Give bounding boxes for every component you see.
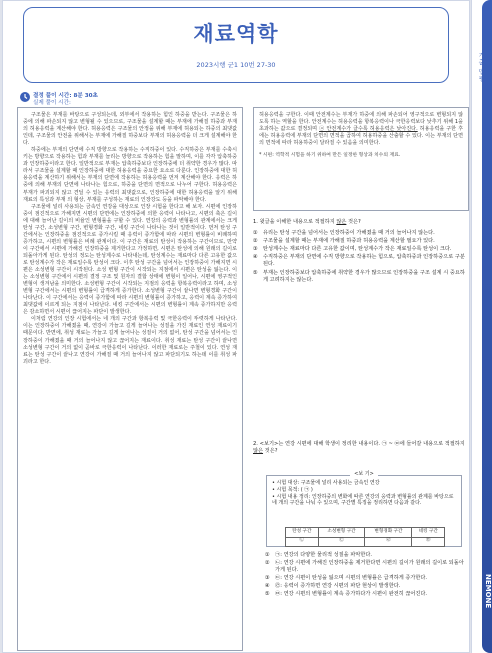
answer-option[interactable]: ③ ㉢: 연강 시편이 탄성을 잃으며 시편의 변형률은 급격하게 증가한다. <box>265 575 428 582</box>
stage-header: 소성변형 구간 <box>318 528 365 538</box>
stage-header: 네킹 구간 <box>412 528 445 538</box>
question-2-options <box>265 551 465 599</box>
brand-label: NEMONE <box>484 574 492 609</box>
tab-edge <box>482 0 492 653</box>
bogi-box <box>266 471 462 547</box>
question-2 <box>253 441 467 455</box>
question-2-stem: 2. <보기>는 연강 시편에 대해 학생이 정리한 내용이다. ㉠ ~ ㉤에 들어갈 내용으로 적절하지 않은 것은? <box>253 441 465 455</box>
stage-mark: ㉤ <box>412 537 445 547</box>
tab-label: 기출 맵핑 <box>477 52 484 83</box>
bogi-title: <보 기> <box>350 471 378 477</box>
answer-option[interactable]: ① 유리는 탄성 구간을 넘어서는 인장하중이 가해졌을 때 거의 늘어나지 않는다. <box>253 230 435 237</box>
answer-option[interactable]: ④ ㉣: 응력이 증가하면 연강 시편의 파단 현상이 발생한다. <box>265 583 401 590</box>
passage-paragraph: 구조물은 부재를 바탕으로 구성되는데, 외부에서 작용하는 힘인 하중을 받는다. 구조물은 하중에 의해 파손되지 않고 변형될 수 있으므로, 구조물을 설계할 때는 부재에 가해질 하중과 부재의 허용응력을 계산해야 한다. 허용응력은 구조물의 안정을 위해 부재에 허용되는 하중의 최댓값인데, 구조물의 안전을 위해서는 부재에 가해질 하중보다 부재의 허용응력을 더 크게 설계해야 한다. <box>23 112 237 147</box>
target-time: 결정 풀이 시간: 8분 30초 <box>33 93 98 99</box>
stage-mark: ㉣ <box>365 537 412 547</box>
exam-page <box>2 0 470 653</box>
footnote: * 시편: 역학적 시험을 하기 위하여 만든 일정한 형상과 치수의 재료. <box>259 153 401 159</box>
answer-option[interactable]: ④ 수직하중은 부재의 단면에 수직 방향으로 작용하는 힘으로, 압축하중과 인장하중으로 구분된다. <box>253 254 465 268</box>
stage-mark: ㉢ <box>318 537 365 547</box>
reading-passage <box>17 107 243 651</box>
stage-header: 변형경화 구간 <box>365 528 412 538</box>
answer-option[interactable]: ② 구조물을 설계할 때는 부재에 가해질 하중과 허용응력을 계산할 필요가 있다. <box>253 238 435 245</box>
answer-option[interactable]: ① ㉠: 연강의 다양한 물리적 성질을 파악한다. <box>265 552 373 558</box>
underlined-phrase-a: ⓐ 안전계수가 클수록 허용응력은 낮아진다. <box>319 126 418 133</box>
stage-table <box>285 527 445 547</box>
bogi-line: • 시험 목적: ( ㉠ ) <box>272 486 313 493</box>
stage-header: 탄성 구간 <box>286 528 319 538</box>
bogi-line: • 시험 대상: 구조물에 널리 사용되는 금속인 연강 <box>272 480 380 486</box>
actual-time: 실제 풀이 시간: <box>33 100 71 106</box>
stage-mark: ㉡ <box>286 537 319 547</box>
passage-paragraph: 이처럼 연강의 인장 시험에서는 네 개의 구간과 항복응력 및 극한응력이 뚜렷하게 나타난다. 이는 인장하중이 가해졌을 때, 연강이 가늘고 길게 늘어나는 성질을 가진 재료인 연성 재료이기 때문이다. 반면에, 취성 재료는 가늘고 길게 늘어나는 성질이 거의 없어, 탄성 구간을 넘어서는 인장하중이 가해졌을 때 거의 늘어나지 않고 끊어지는 재료이다. 취성 재료는 탄성 구간이 끝나면 소성변형 구간이 거의 없이 곧바로 극한응력이 나타난다. 이러한 재료로는 주철이 있다. 연성 재료는 탄성 구간이 끝나고 연강이 가해질 때 거의 늘어나지 않고 파단되기도 하는데 이를 취성 파괴라고 한다. <box>23 316 237 365</box>
side-tab <box>471 0 492 653</box>
exam-info: 2023시행 군1 10번 27-30 <box>196 61 276 69</box>
answer-option[interactable]: ⑤ ㉤: 연강 시편의 변형률이 계속 증가하다가 시편이 완전히 끊어진다. <box>265 591 428 598</box>
bogi-line: • 시험 내용 정리: 인장하중의 변화에 따른 연강의 응력과 변형률의 관계를 바탕으로 네 개의 구간을 나눠 수 있으며, 구간별 특징을 정리하면 다음과 같다. <box>272 493 454 507</box>
answer-option[interactable]: ③ 탄성계수는 재료마다 다른 고유한 값이며, 탄성계수가 작은 재료일수록 탄성이 크다. <box>253 246 452 253</box>
answer-option[interactable]: ② ㉡: 연강 시편에 가해진 인장하중을 제거한다면 시편의 길이가 원래의 길이로 되돌아가게 된다. <box>265 560 464 574</box>
title-card <box>23 7 449 83</box>
page-title: 재료역학 <box>193 22 279 46</box>
passage-paragraph: 하중에는 부재의 단면에 수직 방향으로 작용하는 수직하중이 있다. 수직하중은 부재를 수축시키는 방향으로 작용하는 힘과 부재를 늘리는 방향으로 작용하는 힘을 말하며, 이를 각각 압축하중과 인장하중이라고 한다. 일반적으로 부재는 압축하중보다 인장하중에 더 취약한 경우가 많다. 따라서 구조물을 설계할 때 인장하중에 대한 허용응력을 중요한 요소로 다룬다. 인장하중에 대한 허용응력을 계산하기 위해서는 부재의 단면에 작용하는 허용응력을 먼저 계산해야 한다. 응력은 하중에 의해 부재의 단면에 나타나는 힘으로, 하중을 단면의 면적으로 나누어 구한다. 허용응력은 부재가 파괴되지 않고 견딜 수 있는 응력의 최댓값으로, 인장하중에 대한 허용응력을 알기 위해 재료의 특성과 부재 의 형상, 부재를 구성하는 재료의 인장강도 등을 파악해야 한다. <box>23 147 237 203</box>
passage-continuation <box>253 107 469 211</box>
question-1-stem: 1. 윗글을 이해한 내용으로 적절하지 않은 것은? <box>253 219 361 225</box>
question-1 <box>253 219 467 284</box>
passage-paragraph: 구조물에 널리 사용되는 금속인 연강을 대상으로 인장 시험을 한다고 해 보자. 시편에 인장하중이 점진적으로 가해지면 시편의 단면에는 인장하중에 의한 응력이 나타나고, 시편의 축은 길이에 대해 늘어난 길이의 비율인 변형률을 구할 수 있다. 연강의 응력과 변형률의 관계에서는 크게 탄성 구간, 소성변형 구간, 변형경화 구간, 네킹 구간이 나타나는 것이 일반적이다. 먼저 탄성 구간에서는 인장하중을 점진적으로 증가시킬 때 응력이 증가함에 따라 시편의 변형률이 비례하며 증가하고, 시편의 변형률은 비례 관계이다. 이 구간은 재료의 탄성이 작용하는 구간이므로, 만약 이 구간에서 시편에 가해진 인장하중을 제거한다고 가정하면, 시편은 탄성에 의해 원래의 길이로 되돌아가게 된다. 탄성의 정도는 탄성계수로 나타내는데, 탄성계수는 재료마다 다른 고유한 값으로 탄성계수가 작은 재료일수록 탄성이 크다. 이후 탄성 구간을 넘어서는 인장하중이 가해지면 시편은 소성변형 구간이 시작된다. 소성 변형 구간이 시작되는 지점에서 시편은 탄성을 잃는다. 이는 소성변형 구간에서 시편의 결정 구조 및 원자의 결합 상태에 변형이 일어나, 시편에 영구적인 변형이 생겨남을 의미한다. 소성변형 구간이 시작되는 지점의 응력을 항복응력이라고 하며, 소성변형 구간에서는 시편의 변형률이 급격하게 증가한다. 소성변형 구간이 끝나면 변형경화 구간이 나타난다. 이 구간에서는 응력이 증가함에 따라 시편의 변형률이 증가하고, 응력이 계속 증가하여 최댓값에 이르게 되는 지점이 나타난다. 네킹 구간에서는 시편의 변형률이 계속 증가하지만 응력은 감소하면서 시편이 끊어지는 파단이 발생한다. <box>23 203 237 316</box>
continuation-text: 허용응력을 구한다. 이때 안전계수는 부재가 하중에 의해 파손되어 영구적으로 변형되지 않도록 하는 역할을 한다. 안전계수는 허용응력을 항복응력이나 극한응력보다 낮추기 위해 1을 초과하는 값으로 결정되며 ⓐ 안전계수가 클수록 허용응력은 낮아진다. 허용응력을 구한 후에는 허용응력에 부재의 단면의 면적을 곱하여 허용하중을 산출할 수 있다. 이는 부재의 단면의 면적에 따라 허용하중이 달라질 수 있음을 의미한다. <box>259 112 463 147</box>
answer-option[interactable]: ⑤ 부재는 인장하중보다 압축하중에 취약한 경우가 많으므로 인장하중을 구조 설계 시 중요하게 고려하지는 않는다. <box>253 269 465 283</box>
clock-icon <box>19 91 31 103</box>
